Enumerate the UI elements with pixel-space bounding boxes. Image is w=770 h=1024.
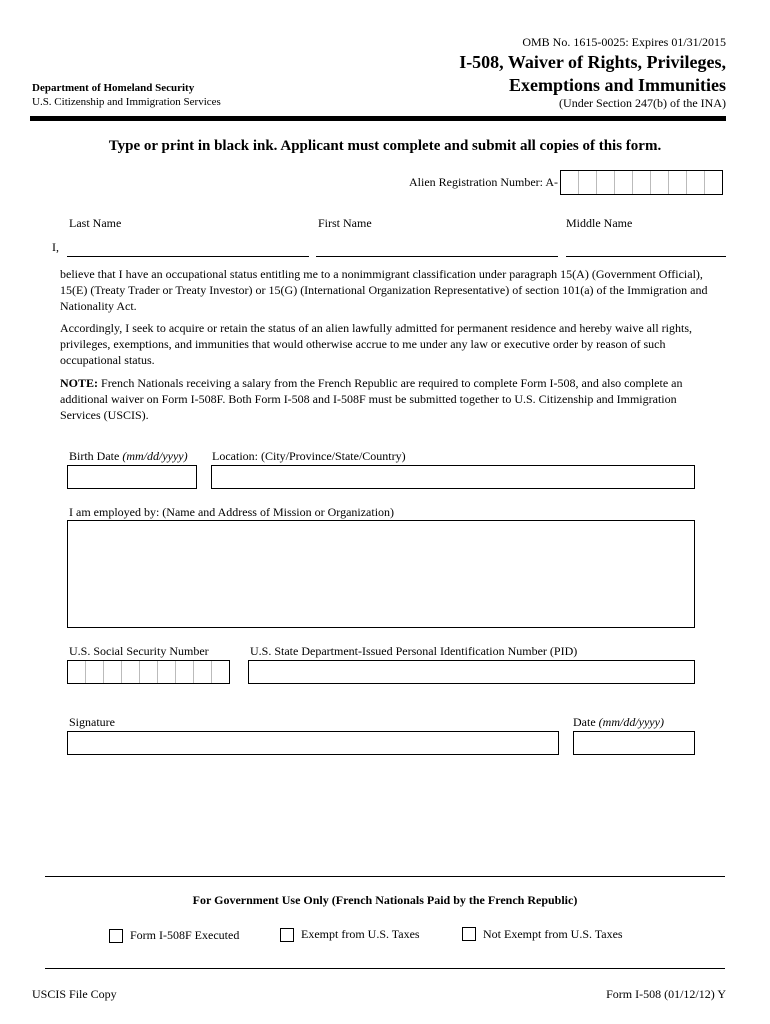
signature-label: Signature [69, 715, 115, 729]
date-label: Date (mm/dd/yyyy) [573, 715, 664, 729]
statement-paragraph-2: Accordingly, I seek to acquire or retain the status of an alien lawfully admitted for permanent residence and hereby waive all rights, privileges, exemptions, and immunities that would otherwise accrue to me under any law or executive order by reason of such occupational status. [60, 321, 692, 367]
footer-form-number: Form I-508 (01/12/12) Y [606, 987, 726, 1001]
alien-number-label: Alien Registration Number: A- [409, 175, 558, 189]
omb-number: OMB No. 1615-0025: Expires 01/31/2015 [522, 35, 726, 49]
note-text: French Nationals receiving a salary from the French Republic are required to complete Form I-508, and also complete an additional waiver on Form I-508F. Both Form I-508 and I-508F must be submitted together to U.S. Citizenship and Immigration Services (USCIS). [60, 376, 683, 422]
ssn-label: U.S. Social Security Number [69, 644, 209, 658]
not-exempt-taxes-checkbox[interactable] [462, 927, 476, 941]
middle-name-field[interactable] [566, 256, 726, 257]
pid-label: U.S. State Department-Issued Personal Identification Number (PID) [250, 644, 578, 658]
first-name-field[interactable] [316, 256, 558, 257]
name-prefix: I, [52, 240, 59, 254]
government-use-title: For Government Use Only (French Nationals Paid by the French Republic) [192, 893, 578, 907]
footer-divider [45, 968, 725, 969]
header-divider [30, 116, 726, 121]
alien-number-input[interactable] [560, 170, 723, 195]
footer-file-copy: USCIS File Copy [32, 987, 117, 1001]
middle-name-label: Middle Name [566, 216, 633, 230]
employer-label: I am employed by: (Name and Address of Mission or Organization) [69, 505, 395, 519]
birth-date-field[interactable] [67, 465, 197, 489]
exempt-taxes-label: Exempt from U.S. Taxes [301, 927, 420, 941]
location-label: Location: (City/Province/State/Country) [212, 449, 406, 463]
form-i508f-executed-label: Form I-508F Executed [130, 928, 240, 942]
ssn-field[interactable] [67, 660, 230, 684]
date-format: (mm/dd/yyyy) [598, 715, 664, 729]
signature-field[interactable] [67, 731, 559, 755]
department-name: Department of Homeland Security [32, 82, 195, 94]
statement-paragraph-1: believe that I have an occupational status entitling me to a nonimmigrant classification under paragraph 15(A) (Government Official), 15(E) (Treaty Trader or Treaty Investor) or 15(G) (International Organization Representative) of section 101(a) of the Immigration and Nationality Act. [60, 267, 708, 313]
birth-date-format: (mm/dd/yyyy) [122, 449, 188, 463]
note-paragraph [60, 375, 710, 423]
agency-name: U.S. Citizenship and Immigration Services [32, 96, 221, 108]
note-label: NOTE: [60, 376, 99, 390]
first-name-label: First Name [318, 216, 372, 230]
employer-field[interactable] [67, 520, 695, 628]
instructions: Type or print in black ink. Applicant must complete and submit all copies of this form. [108, 138, 662, 154]
form-title-line2: Exemptions and Immunities [508, 75, 726, 95]
location-field[interactable] [211, 465, 695, 489]
form-i508f-executed-checkbox[interactable] [109, 929, 123, 943]
birth-date-label: Birth Date (mm/dd/yyyy) [69, 449, 188, 463]
not-exempt-taxes-label: Not Exempt from U.S. Taxes [483, 927, 623, 941]
pid-field[interactable] [248, 660, 695, 684]
government-use-divider [45, 876, 725, 877]
date-field[interactable] [573, 731, 695, 755]
exempt-taxes-checkbox[interactable] [280, 928, 294, 942]
last-name-field[interactable] [67, 256, 309, 257]
form-subtitle: (Under Section 247(b) of the INA) [559, 96, 726, 110]
last-name-label: Last Name [69, 216, 122, 230]
form-title-line1: I-508, Waiver of Rights, Privileges, [459, 52, 726, 72]
